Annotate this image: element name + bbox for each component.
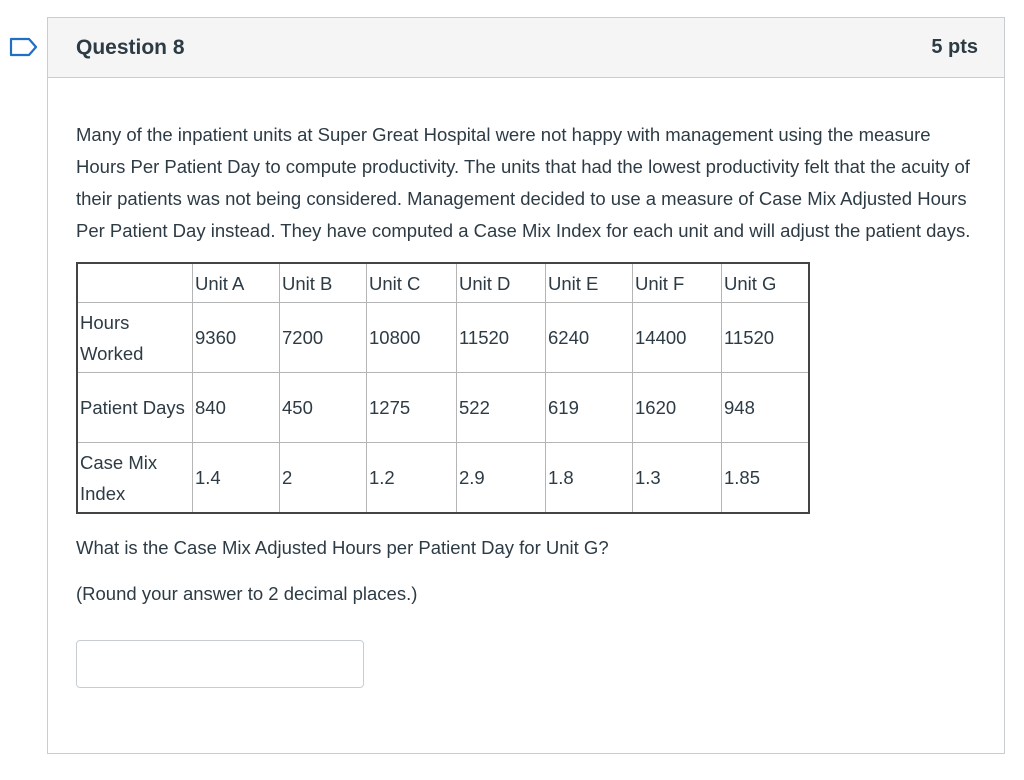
table-cell: 522 bbox=[457, 373, 546, 443]
table-header-cell: Unit C bbox=[367, 263, 457, 303]
table-header-cell: Unit B bbox=[280, 263, 367, 303]
question-card bbox=[47, 17, 1005, 754]
table-cell: 619 bbox=[546, 373, 633, 443]
table-cell: 1275 bbox=[367, 373, 457, 443]
table-header-cell: Unit E bbox=[546, 263, 633, 303]
row-label: Hours Worked bbox=[77, 303, 193, 373]
table-header-cell: Unit G bbox=[722, 263, 810, 303]
question-title: Question 8 bbox=[76, 35, 185, 59]
table-row bbox=[77, 443, 809, 514]
flag-question-icon[interactable] bbox=[9, 37, 39, 57]
table-cell: 11520 bbox=[722, 303, 810, 373]
table-cell: 6240 bbox=[546, 303, 633, 373]
table-cell: 840 bbox=[193, 373, 280, 443]
table-cell: 1.3 bbox=[633, 443, 722, 514]
question-body bbox=[48, 78, 1004, 688]
data-table bbox=[76, 262, 810, 514]
table-cell: 1.4 bbox=[193, 443, 280, 514]
row-label: Case Mix Index bbox=[77, 443, 193, 514]
answer-input[interactable] bbox=[76, 640, 364, 688]
table-row bbox=[77, 303, 809, 373]
row-label: Patient Days bbox=[77, 373, 193, 443]
question-prompt: What is the Case Mix Adjusted Hours per Patient Day for Unit G? bbox=[76, 537, 609, 558]
table-cell: 7200 bbox=[280, 303, 367, 373]
table-cell: 1.85 bbox=[722, 443, 810, 514]
table-header-cell: Unit D bbox=[457, 263, 546, 303]
table-cell: 450 bbox=[280, 373, 367, 443]
table-cell: 11520 bbox=[457, 303, 546, 373]
table-cell: 2.9 bbox=[457, 443, 546, 514]
table-row bbox=[77, 373, 809, 443]
table-header-row bbox=[77, 263, 809, 303]
rounding-hint: (Round your answer to 2 decimal places.) bbox=[76, 583, 418, 604]
table-cell: 1620 bbox=[633, 373, 722, 443]
question-points: 5 pts bbox=[931, 36, 978, 58]
table-header-cell: Unit F bbox=[633, 263, 722, 303]
table-cell: 2 bbox=[280, 443, 367, 514]
table-cell: 9360 bbox=[193, 303, 280, 373]
question-text: Many of the inpatient units at Super Great Hospital were not happy with management using the measure Hours Per Patient Day to compute productivity. The units that had the lowest productivity felt that the acuity of their patients was not being considered. Management decided to use a measure of Case Mix Adjusted Hours Per Patient Day instead. They have computed a Case Mix Index for each unit and will adjust the patient days. bbox=[76, 124, 971, 241]
table-cell: 10800 bbox=[367, 303, 457, 373]
table-header-cell: Unit A bbox=[193, 263, 280, 303]
table-cell: 948 bbox=[722, 373, 810, 443]
table-cell: 1.8 bbox=[546, 443, 633, 514]
table-header-cell bbox=[77, 263, 193, 303]
table-cell: 14400 bbox=[633, 303, 722, 373]
table-cell: 1.2 bbox=[367, 443, 457, 514]
question-header bbox=[48, 18, 1004, 78]
